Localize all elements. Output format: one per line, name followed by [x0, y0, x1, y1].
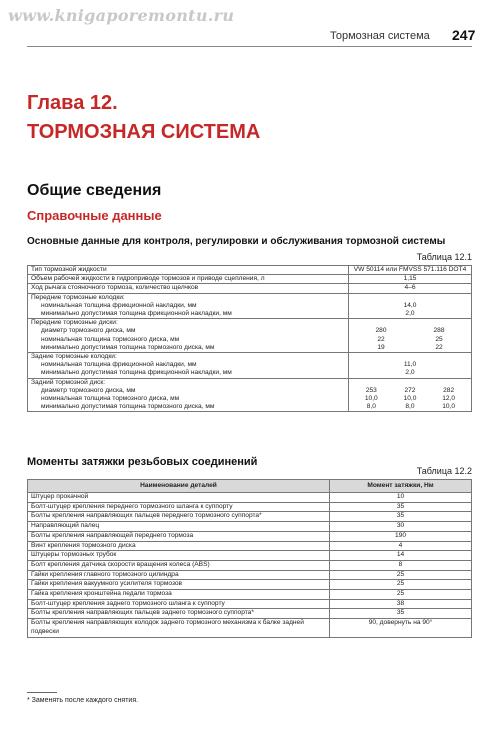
header-rule [27, 46, 472, 47]
chapter-label: Глава 12. [27, 92, 118, 114]
row-value: 2,0 [405, 369, 415, 377]
column-header: Наименование деталей [28, 480, 330, 493]
row-label: номинальная толщина фрикционной накладки, мм [41, 301, 197, 309]
torque-cell: 38 [330, 599, 472, 609]
group-title: Передние тормозные колодки: [31, 293, 125, 301]
table1-heading: Основные данные для контроля, регулировки и обслуживания тормозной системы [27, 236, 446, 247]
table-cell [28, 293, 349, 319]
table-row [28, 541, 472, 551]
torque-cell: 35 [330, 512, 472, 522]
part-name-cell: Гайки крепления вакуумного усилителя тормозов [28, 580, 330, 590]
row-value: 272 [404, 386, 416, 394]
torque-cell: 8 [330, 560, 472, 570]
table-row [28, 275, 472, 284]
table-cell: Тип тормозной жидкости [28, 266, 349, 275]
row-label: минимально допустимая толщина тормозного диска, мм [41, 343, 215, 351]
table-row [28, 266, 472, 275]
table-row [28, 319, 472, 353]
table-row [28, 560, 472, 570]
table-row [28, 512, 472, 522]
table-cell [28, 378, 349, 412]
section-title: Общие сведения [27, 182, 162, 199]
group-title: Задний тормозной диск: [31, 378, 106, 386]
row-label: номинальная толщина тормозного диска, мм [41, 395, 180, 403]
table-row [28, 570, 472, 580]
table-row [28, 284, 472, 293]
row-value: 288 [433, 327, 445, 335]
row-label: минимально допустимая толщина фрикционной накладки, мм [41, 369, 232, 377]
part-name-cell: Гайки крепления главного тормозного цилиндра [28, 570, 330, 580]
part-name-cell: Болты крепления направляющих колодок заднего тормозного механизма к балке задней подвески [28, 619, 330, 637]
table-cell [28, 319, 349, 353]
row-value: 253 [365, 386, 377, 394]
table-cell [349, 378, 472, 412]
row-value: 10,0 [403, 395, 417, 403]
row-label: диаметр тормозного диска, мм [41, 386, 136, 394]
torque-cell: 25 [330, 580, 472, 590]
footnote-rule [27, 692, 57, 693]
part-name-cell: Болт-штуцер крепления заднего тормозного шланга к суппорту [28, 599, 330, 609]
row-value: 280 [375, 327, 387, 335]
row-value: 10,0 [442, 403, 456, 411]
part-name-cell: Болты крепления направляющей переднего тормоза [28, 531, 330, 541]
table2-number: Таблица 12.2 [416, 466, 472, 476]
table-cell: Объем рабочей жидкости в гидроприводе тормозов и приводе сцепления, л [28, 275, 349, 284]
table2-heading: Моменты затяжки резьбовых соединений [27, 456, 258, 468]
table-row [28, 293, 472, 319]
group-title: Задние тормозные колодки: [31, 353, 117, 361]
row-value: 8,0 [366, 403, 376, 411]
table-cell: VW 50114 или FMVSS 571.116 DOT4 [349, 266, 472, 275]
part-name-cell: Болт-штуцер крепления переднего тормозного шланга к суппорту [28, 502, 330, 512]
row-value: 14,0 [403, 301, 417, 309]
part-name-cell: Болты крепления направляющих пальцев заднего тормозного суппорта* [28, 609, 330, 619]
part-name-cell: Штуцер прокачной [28, 493, 330, 503]
row-label: минимально допустимая толщина тормозного диска, мм [41, 403, 215, 411]
page-number: 247 [452, 27, 476, 43]
torque-cell: 30 [330, 522, 472, 532]
torque-cell: 35 [330, 502, 472, 512]
torque-table [27, 479, 472, 638]
brake-specs-table [27, 265, 472, 412]
chapter-title: ТОРМОЗНАЯ СИСТЕМА [27, 121, 261, 143]
row-value: 8,0 [405, 403, 415, 411]
column-header: Момент затяжки, Нм [330, 480, 472, 493]
table-cell: 1,15 [349, 275, 472, 284]
torque-cell: 25 [330, 570, 472, 580]
footnote: * Заменять после каждого снятия. [27, 697, 139, 704]
torque-cell: 190 [330, 531, 472, 541]
torque-cell: 4 [330, 541, 472, 551]
table-row [28, 493, 472, 503]
table-row [28, 353, 472, 379]
torque-cell: 90, довернуть на 90° [330, 619, 472, 637]
table-cell: 4–6 [349, 284, 472, 293]
table-row [28, 551, 472, 561]
part-name-cell: Винт крепления тормозного диска [28, 541, 330, 551]
table-row [28, 580, 472, 590]
torque-cell: 10 [330, 493, 472, 503]
part-name-cell: Болты крепления направляющих пальцев переднего тормозного суппорта* [28, 512, 330, 522]
row-label: номинальная толщина тормозного диска, мм [41, 335, 180, 343]
torque-cell: 25 [330, 590, 472, 600]
torque-cell: 14 [330, 551, 472, 561]
row-value: 22 [377, 335, 385, 343]
row-label: минимально допустимая толщина фрикционной накладки, мм [41, 310, 232, 318]
table-row [28, 599, 472, 609]
table-cell [28, 353, 349, 379]
watermark: www.knigaporemontu.ru [8, 6, 235, 25]
part-name-cell: Штуцеры тормозных трубок [28, 551, 330, 561]
part-name-cell: Направляющий палец [28, 522, 330, 532]
row-value: 12,0 [442, 395, 456, 403]
row-label: диаметр тормозного диска, мм [41, 327, 136, 335]
table-cell [349, 293, 472, 319]
running-header: Тормозная система [330, 30, 430, 42]
table-row [28, 609, 472, 619]
table-row [28, 590, 472, 600]
row-value: 25 [435, 335, 443, 343]
table-row [28, 502, 472, 512]
row-value: 2,0 [405, 310, 415, 318]
row-value: 22 [435, 343, 443, 351]
table-row [28, 522, 472, 532]
subsection-title: Справочные данные [27, 208, 162, 223]
row-value: 19 [377, 343, 385, 351]
table-row [28, 619, 472, 637]
part-name-cell: Гайка крепления кронштейна педали тормоза [28, 590, 330, 600]
row-label: номинальная толщина фрикционной накладки, мм [41, 361, 197, 369]
table-cell [349, 319, 472, 353]
torque-table-body [28, 493, 472, 638]
row-value: 282 [443, 386, 455, 394]
part-name-cell: Болт крепления датчика скорости вращения колеса (ABS) [28, 560, 330, 570]
row-value: 10,0 [364, 395, 378, 403]
torque-cell: 35 [330, 609, 472, 619]
table-cell: Ход рычага стояночного тормоза, количество щелчков [28, 284, 349, 293]
group-title: Передние тормозные диски: [31, 319, 118, 327]
table-row [28, 378, 472, 412]
row-value: 11,0 [403, 361, 417, 369]
table1-number: Таблица 12.1 [416, 252, 472, 262]
table-cell [349, 353, 472, 379]
table-row [28, 531, 472, 541]
table-header-row [28, 480, 472, 493]
